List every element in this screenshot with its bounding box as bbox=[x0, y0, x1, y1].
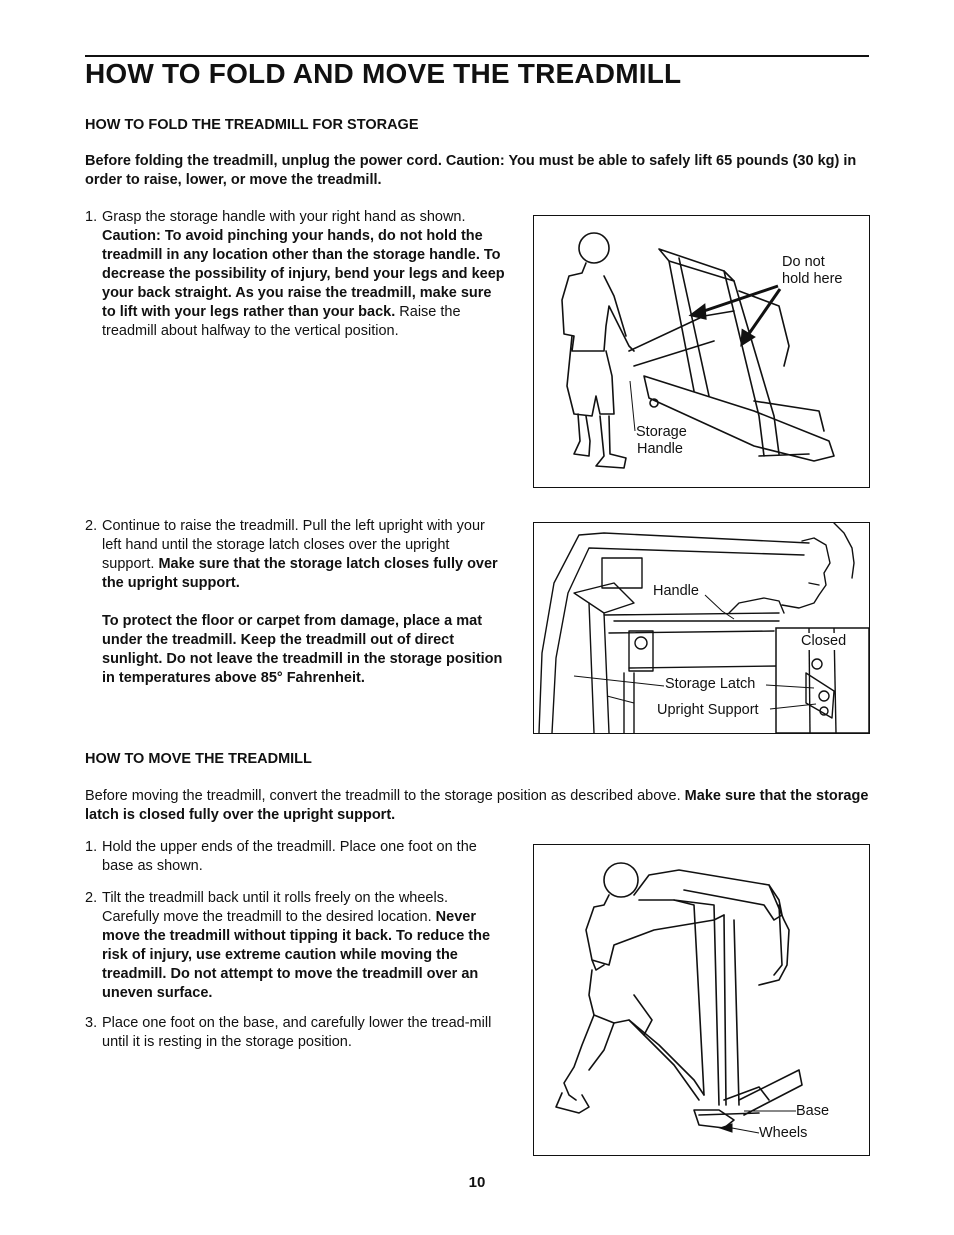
label-wheels: Wheels bbox=[759, 1125, 808, 1141]
step-warning: Never move the treadmill without tipping it back. To reduce the risk of injury, use extreme caution while moving the treadmill. Do not attempt to move the treadmill over an uneven surface. bbox=[102, 909, 491, 1001]
label-handle: Handle bbox=[653, 583, 699, 599]
move-intro-bold: Make sure that the storage latch is closed fully over the upright support. bbox=[85, 788, 869, 823]
step-text: Grasp the storage handle with your right hand as shown. bbox=[102, 209, 466, 225]
fold-step-1 bbox=[85, 208, 505, 341]
step-text: Continue to raise the treadmill. Pull the left upright with your left hand until the storage latch closes over the upright support. bbox=[102, 518, 485, 572]
fold-intro: Before folding the treadmill, unplug the power cord. Caution: You must be able to safely lift 65 pounds (30 kg) in order to raise, lower, or move the treadmill. bbox=[85, 153, 857, 188]
step-number: 2. bbox=[85, 518, 98, 534]
fold-heading: HOW TO FOLD THE TREADMILL FOR STORAGE bbox=[85, 117, 419, 133]
step-protect-note: To protect the floor or carpet from damage, place a mat under the treadmill. Keep the treadmill out of direct sunlight. Do not leave the treadmill in the storage position in temperatures above 85° Fahrenheit. bbox=[102, 613, 503, 686]
label-do-not-hold-line1: Do not bbox=[782, 254, 825, 270]
move-heading: HOW TO MOVE THE TREADMILL bbox=[85, 751, 312, 767]
step-text-2: Raise the treadmill about halfway to the vertical position. bbox=[102, 304, 461, 339]
label-do-not-hold-line2: hold here bbox=[782, 271, 843, 287]
move-step-1 bbox=[85, 838, 505, 876]
step-text: Place one foot on the base, and carefully lower the tread-mill until it is resting in the storage position. bbox=[102, 1015, 492, 1050]
step-number: 3. bbox=[85, 1015, 98, 1031]
figure-move-treadmill bbox=[533, 844, 870, 1156]
figure-fold-lift bbox=[533, 215, 870, 488]
label-base: Base bbox=[796, 1103, 830, 1119]
move-step-2 bbox=[85, 889, 505, 1003]
step-caution: Caution: To avoid pinching your hands, do not hold the treadmill in any location other than the storage handle. To decrease the possibility of injury, bend your legs and keep your back straight. As you raise the treadmill, make sure to lift with your legs rather than your back. bbox=[102, 228, 505, 320]
label-storage-handle-line2: Handle bbox=[637, 441, 683, 457]
label-storage-handle-line1: Storage bbox=[636, 424, 687, 440]
step-number: 1. bbox=[85, 839, 98, 855]
step-text: Hold the upper ends of the treadmill. Place one foot on the base as shown. bbox=[102, 839, 477, 874]
page-title: HOW TO FOLD AND MOVE THE TREADMILL bbox=[85, 58, 682, 89]
move-intro-text: Before moving the treadmill, convert the treadmill to the storage position as described above. bbox=[85, 788, 681, 804]
figure-storage-latch bbox=[533, 522, 870, 734]
move-intro bbox=[85, 787, 869, 825]
label-storage-latch: Storage Latch bbox=[665, 676, 756, 692]
label-closed: Closed bbox=[801, 633, 847, 649]
step-text: Tilt the treadmill back until it rolls freely on the wheels. Carefully move the treadmill to the desired location. bbox=[102, 890, 448, 925]
move-step-3 bbox=[85, 1014, 505, 1052]
page-number: 10 bbox=[468, 1174, 486, 1191]
label-upright-support: Upright Support bbox=[657, 702, 759, 718]
title-rule bbox=[85, 55, 869, 57]
step-number: 2. bbox=[85, 890, 98, 906]
fold-step-2 bbox=[85, 517, 505, 688]
step-warning: Make sure that the storage latch closes fully over the upright support. bbox=[102, 556, 498, 591]
step-number: 1. bbox=[85, 209, 98, 225]
